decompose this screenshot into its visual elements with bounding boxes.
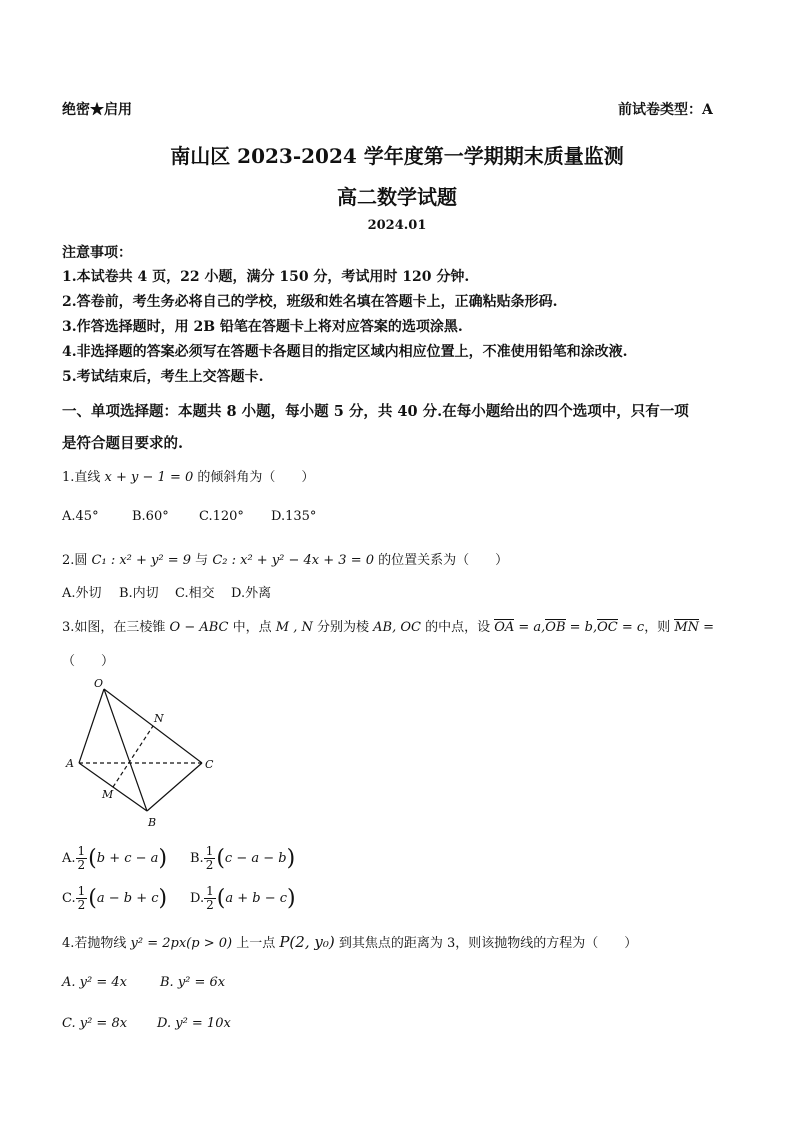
q3-text: ，则 <box>644 620 675 635</box>
vector-oa: OA <box>494 620 515 635</box>
q3-edges: AB, OC <box>373 620 421 635</box>
q3-text: 分别为棱 <box>312 620 374 635</box>
label-m: M <box>102 788 114 801</box>
denominator: 2 <box>77 898 86 912</box>
exam-date: 2024.01 <box>367 218 427 233</box>
label-n: N <box>154 712 164 725</box>
q2-text: 2.圆 <box>62 553 92 568</box>
q1-text: 1.直线 <box>62 470 105 485</box>
numerator: 1 <box>205 844 214 858</box>
edge-bc <box>147 763 202 811</box>
confidential-label: 绝密★启用 <box>62 102 132 118</box>
note-item: 3.作答选择题时，用 2B 铅笔在答题卡上将对应答案的选项涂黑. <box>62 319 463 335</box>
label-b: B <box>148 816 157 829</box>
option-expr: a − b + c <box>96 891 159 906</box>
paper-type-label: 前试卷类型：A <box>618 102 713 118</box>
vector-mn: MN <box>674 620 700 635</box>
q2-text-mid: 与 <box>191 553 213 568</box>
label-c: C <box>205 758 214 771</box>
q3-option-c <box>62 885 167 912</box>
denominator: 2 <box>206 898 214 912</box>
vector-a-def: = a, <box>514 620 546 635</box>
q4-option-d: D. y² = 10x <box>157 1016 231 1031</box>
q3-answer-paren: （ ） <box>62 654 115 669</box>
label-a: A <box>66 757 74 770</box>
option-label: B. <box>190 851 204 866</box>
q3-tetrahedron: O − ABC <box>169 620 229 635</box>
paren-open: ( <box>88 886 97 911</box>
q4-text: 4.若抛物线 <box>62 936 131 951</box>
paren-close: ) <box>286 846 296 871</box>
q4-parabola: y² = 2px(p > 0) <box>130 936 233 951</box>
paren-open: ( <box>88 846 97 871</box>
denominator: 2 <box>205 858 214 872</box>
fraction-half <box>76 845 88 872</box>
q4-text: 到其焦点的距离为 3，则该抛物线的方程为（ ） <box>334 936 638 951</box>
q1-equation: x + y − 1 = 0 <box>104 470 194 485</box>
paren-close: ) <box>158 886 168 911</box>
vector-b-def: = b, <box>565 620 598 635</box>
q4-point: P(2, y₀) <box>279 933 335 951</box>
exam-subtitle: 高二数学试题 <box>337 185 457 209</box>
note-item: 2.答卷前，考生务必将自己的学校，班级和姓名填在答题卡上，正确粘贴条形码. <box>62 294 558 310</box>
notes-heading: 注意事项： <box>62 245 132 261</box>
note-item: 1.本试卷共 4 页，22 小题，满分 150 分，考试用时 120 分钟. <box>62 269 470 285</box>
paren-open: ( <box>216 846 225 871</box>
fraction-half <box>204 885 216 912</box>
paren-close: ) <box>287 886 296 911</box>
q2-option-d: D.外离 <box>231 586 272 601</box>
vector-oc: OC <box>597 620 618 635</box>
option-expr: b + c − a <box>96 851 159 866</box>
section-heading: 一、单项选择题：本题共 8 小题，每小题 5 分，共 40 分.在每小题给出的四个选项中，只有一项 <box>62 403 689 420</box>
q2-option-c: C.相交 <box>175 586 215 601</box>
fraction-half <box>204 845 216 872</box>
segment-mn <box>113 726 153 787</box>
q1-option-b: B.60° <box>132 509 169 524</box>
paren-close: ) <box>158 846 168 871</box>
tetrahedron-figure <box>60 672 230 832</box>
vector-c-def: = c <box>617 620 645 635</box>
note-item: 5.考试结束后，考生上交答题卡. <box>62 369 264 385</box>
paren-open: ( <box>216 886 226 911</box>
option-expr: a + b − c <box>225 891 287 906</box>
q3-points: M , N <box>275 620 313 635</box>
q2-text-end: 的位置关系为（ ） <box>374 553 509 568</box>
q4-option-b: B. y² = 6x <box>160 975 226 990</box>
q2-circle-2: C₂ : x² + y² − 4x + 3 = 0 <box>212 553 374 568</box>
section-heading-cont: 是符合题目要求的. <box>62 435 184 452</box>
option-label: C. <box>62 891 76 906</box>
q2-circle-1: C₁ : x² + y² = 9 <box>91 553 192 568</box>
question-4-stem <box>62 932 637 951</box>
vector-ob: OB <box>545 620 566 635</box>
q1-option-a: A.45° <box>62 509 99 524</box>
label-o: O <box>94 677 104 690</box>
q1-option-c: C.120° <box>199 509 244 524</box>
q3-text: 中，点 <box>228 620 276 635</box>
question-3-stem <box>62 616 714 635</box>
numerator: 1 <box>77 844 86 858</box>
question-1-stem <box>62 466 314 485</box>
q3-text: = <box>699 620 715 635</box>
q3-text: 的中点，设 <box>420 620 495 635</box>
note-item: 4.非选择题的答案必须写在答题卡各题目的指定区域内相应位置上，不准使用铅笔和涂改液. <box>62 344 628 360</box>
q3-option-d <box>190 885 296 912</box>
q2-option-b: B.内切 <box>119 586 159 601</box>
q3-option-a <box>62 845 167 872</box>
q3-text: 3.如图，在三棱锥 <box>62 620 170 635</box>
edge-oa <box>79 689 104 763</box>
option-expr: c − a − b <box>224 851 287 866</box>
q1-option-d: D.135° <box>271 509 317 524</box>
question-2-stem <box>62 549 508 568</box>
option-label: D. <box>190 891 205 906</box>
q1-text-end: 的倾斜角为（ ） <box>193 470 315 485</box>
q2-option-a: A.外切 <box>62 586 102 601</box>
q4-text: 上一点 <box>232 936 280 951</box>
option-label: A. <box>62 851 76 866</box>
q3-option-b <box>190 845 295 872</box>
denominator: 2 <box>77 858 86 872</box>
q4-option-a: A. y² = 4x <box>62 975 127 990</box>
numerator: 1 <box>206 884 214 898</box>
numerator: 1 <box>77 884 86 898</box>
fraction-half <box>76 885 88 912</box>
exam-title: 南山区 2023-2024 学年度第一学期期末质量监测 <box>170 144 624 168</box>
q4-option-c: C. y² = 8x <box>62 1016 128 1031</box>
